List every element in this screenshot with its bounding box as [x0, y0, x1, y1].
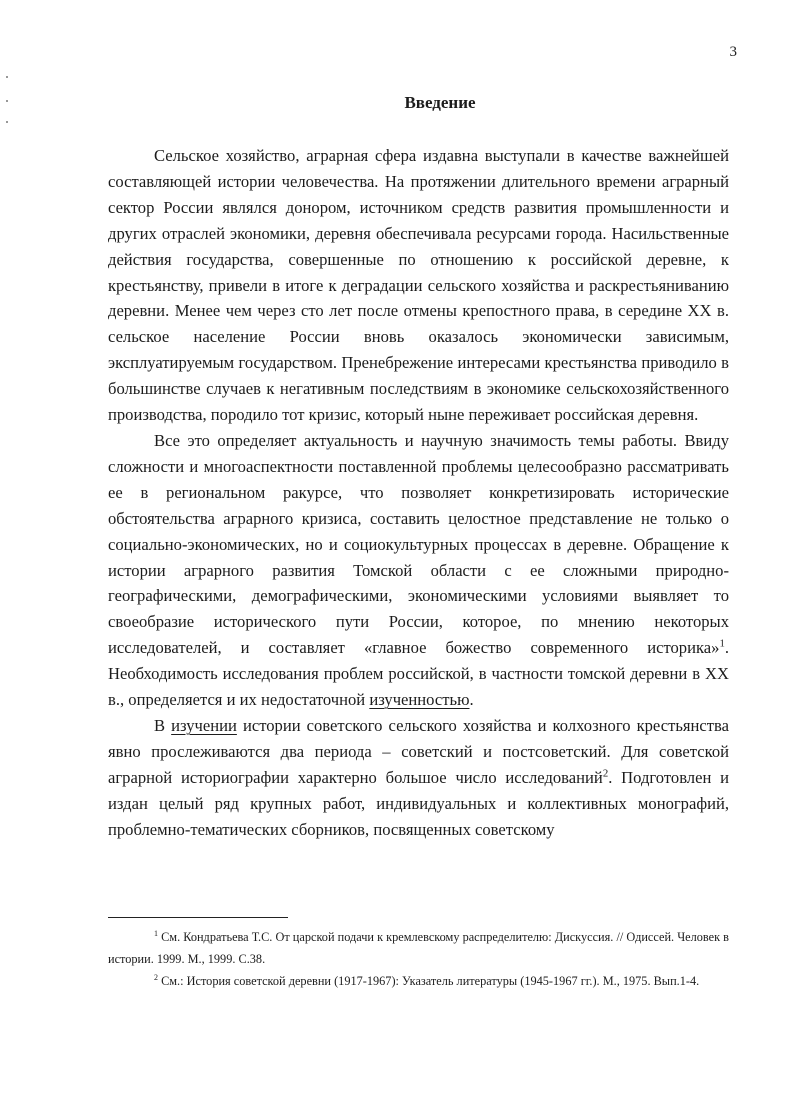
- paragraph-3: [108, 713, 729, 843]
- paragraph-2: [108, 428, 729, 713]
- paragraph-3-text: истории советского сельского хозяйства и колхозного крестьянства явно прослеживаются два периода – советский и постсоветский. Для советской аграрной историографии характерно большое число исследований: [108, 715, 730, 787]
- margin-mark: [6, 121, 8, 123]
- page-number: 3: [729, 44, 737, 60]
- footnote-ref-1: 1: [719, 637, 725, 650]
- footnote-1-marker: 1: [154, 928, 158, 938]
- paragraph-2-end: .: [469, 690, 474, 710]
- paragraph-3-start: В: [154, 715, 172, 735]
- paragraph-2-text-cont: . Необходимость исследования проблем российской, в частности томской деревни в XX в., определяется и их недостаточной: [108, 638, 729, 710]
- footnotes: [108, 926, 729, 992]
- paragraph-1: Сельское хозяйство, аграрная сфера издавна выступали в качестве важнейшей составляющей истории человечества. На протяжении длительного времени аграрный сектор России являлся донором, источником средств развития промышленности и других отраслей экономики, деревня обеспечивала ресурсами города. Насильственные действия государства, совершенные по отношению к российской деревне, к крестьянству, привели в итоге к деградации сельского хозяйства и раскрестьяниванию деревни. Менее чем через сто лет после отмены крепостного права, в середине XX в. сельское население России вновь оказалось экономически зависимым, эксплуатируемым государством. Пренебрежение интересами крестьянства приводило в большинстве случаев к негативным последствиям в экономике сельскохозяйственного производства, породило тот кризис, который ныне переживает российская деревня.: [108, 146, 729, 425]
- underlined-word: изучении: [171, 715, 237, 735]
- footnote-ref-2: 2: [602, 767, 609, 780]
- footnote-2: [108, 970, 729, 992]
- body-text: [108, 143, 729, 842]
- footnote-1: [108, 926, 729, 970]
- page-title: Введение: [404, 93, 476, 112]
- footnote-2-text: См.: История советской деревни (1917-1967): Указатель литературы (1945-1967 гг.). М., 1975. Вып.1-4.: [158, 974, 700, 988]
- margin-mark: [6, 76, 8, 78]
- footnote-2-marker: 2: [154, 972, 158, 982]
- footnote-1-text: См. Кондратьева Т.С. От царской подачи к кремлевскому распределителю: Дискуссия. // Одиссей. Человек в истории. 1999. М., 1999. С.38.: [108, 930, 729, 966]
- footnote-divider: [108, 917, 288, 918]
- paragraph-3-text-cont: . Подготовлен и издан целый ряд крупных работ, индивидуальных и коллективных монографий, проблемно-тематических сборников, посвященных советскому: [108, 767, 730, 839]
- paragraph-2-text: Все это определяет актуальность и научную значимость темы работы. Ввиду сложности и многоаспектности поставленной проблемы целесообразно рассматривать ее в региональном ракурсе, что позволяет конкретизировать исторические обстоятельства аграрного кризиса, составить целостное представление не только о социально-экономических, но и социокультурных процессах в деревне. Обращение к истории аграрного развития Томской области с ее сложными природно-географическими, демографическими, экономическими условиями выявляет то своеобразие исторического пути России, которое, по мнению некоторых исследователей, и составляет «главное божество современного историка»: [108, 430, 729, 658]
- underlined-word: изученностью: [369, 690, 470, 710]
